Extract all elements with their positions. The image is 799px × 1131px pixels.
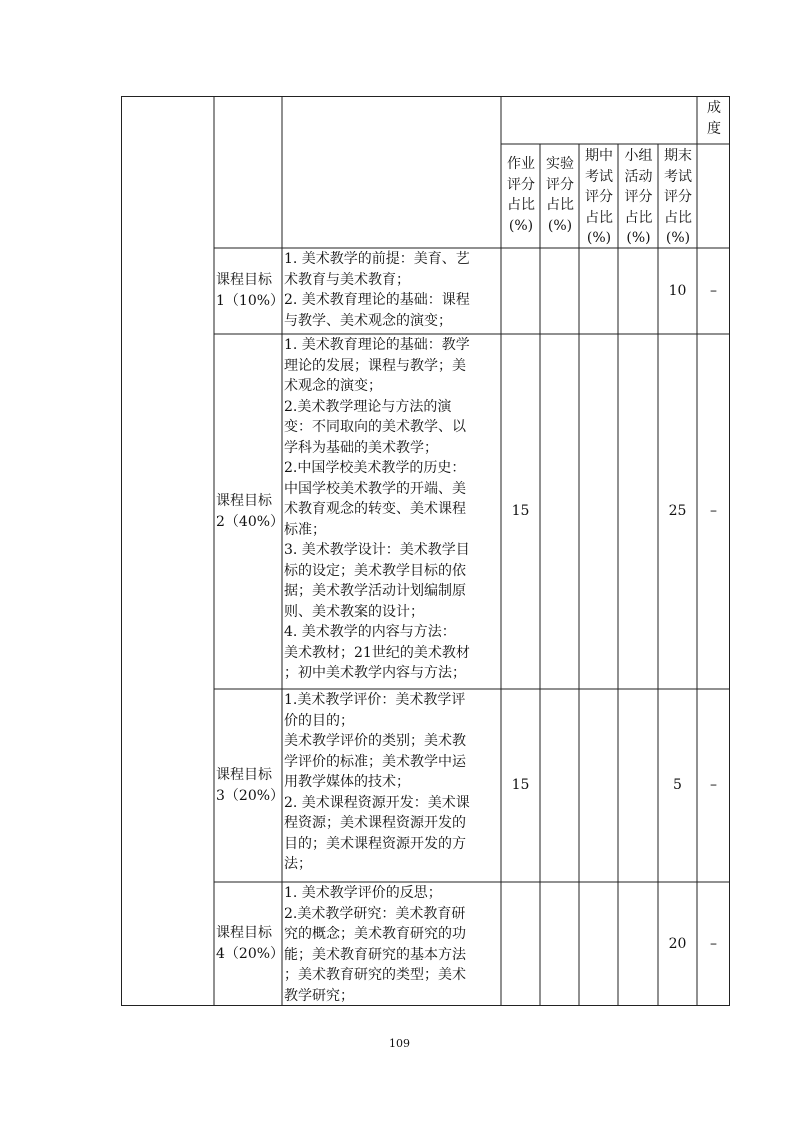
degree-4: – — [710, 935, 717, 952]
assessment-table — [121, 96, 730, 1006]
course-target-4: 课程目标 4（20%） — [216, 925, 285, 962]
homework-score-2: 15 — [511, 503, 530, 520]
group-activity-score-header: 小组 活动 评分 占比 (%) — [624, 148, 653, 246]
lab-score-header: 实验 评分 占比 (%) — [546, 156, 574, 234]
course-target-1: 课程目标 1（10%） — [216, 272, 285, 309]
final-score-4: 20 — [668, 935, 687, 952]
homework-score-header: 作业 评分 占比 (%) — [507, 156, 535, 234]
course-target-2: 课程目标 2（40%） — [216, 492, 285, 530]
page-number: 109 — [389, 1037, 410, 1050]
degree-header: 成 度 — [707, 100, 721, 137]
final-exam-score-header: 期末 考试 评分 占比 (%) — [664, 148, 692, 246]
degree-3: – — [710, 777, 717, 794]
degree-1: – — [710, 282, 717, 299]
degree-2: – — [710, 503, 717, 520]
final-score-3: 5 — [673, 777, 682, 794]
course-content-1: 1. 美术教学的前提：美育、艺 术教育与美术教育； 2. 美术教育理论的基础：课程 与教学、美术观念的演变； — [284, 251, 470, 329]
course-content-3: 1.美术教学评价：美术教学评 价的目的； 美术教学评价的类别；美术教 学评价的标准；美术教学中运 用教学媒体的技术； 2. 美术课程资源开发：美术课 程资源；美术课程资源开发的 目的；美术课程资源开发的方 法； — [284, 692, 470, 872]
course-target-3: 课程目标 3（20%） — [216, 766, 285, 804]
course-content-4: 1. 美术教学评价的反思； 2.美术教学研究：美术教育研 究的概念；美术教育研究的功 能；美术教育研究的基本方法 ；美术教育研究的类型；美术 教学研究； — [284, 885, 466, 1004]
final-score-2: 25 — [668, 503, 687, 520]
homework-score-3: 15 — [511, 777, 530, 794]
final-score-1: 10 — [668, 282, 687, 299]
course-content-2: 1. 美术教育理论的基础：教学 理论的发展；课程与教学；美 术观念的演变； 2.美术教学理论与方法的演 变：不同取向的美术教学、以 学科为基础的美术教学； 2.中国学校美术教学的历史： 中国学校美术教学的开端、美 术教育观念的转变、美术课程 标准； 3. 美术教学设计：美术教学目 标的设定；美术教学目标的依 据；美术教学活动计划编制原 则、美术教案的设计； 4. 美术教学的内容与方法： 美术教材；21世纪的美术教材 ；初中美术教学内容与方法； — [284, 337, 470, 681]
midterm-score-header: 期中 考试 评分 占比 (%) — [585, 148, 613, 246]
